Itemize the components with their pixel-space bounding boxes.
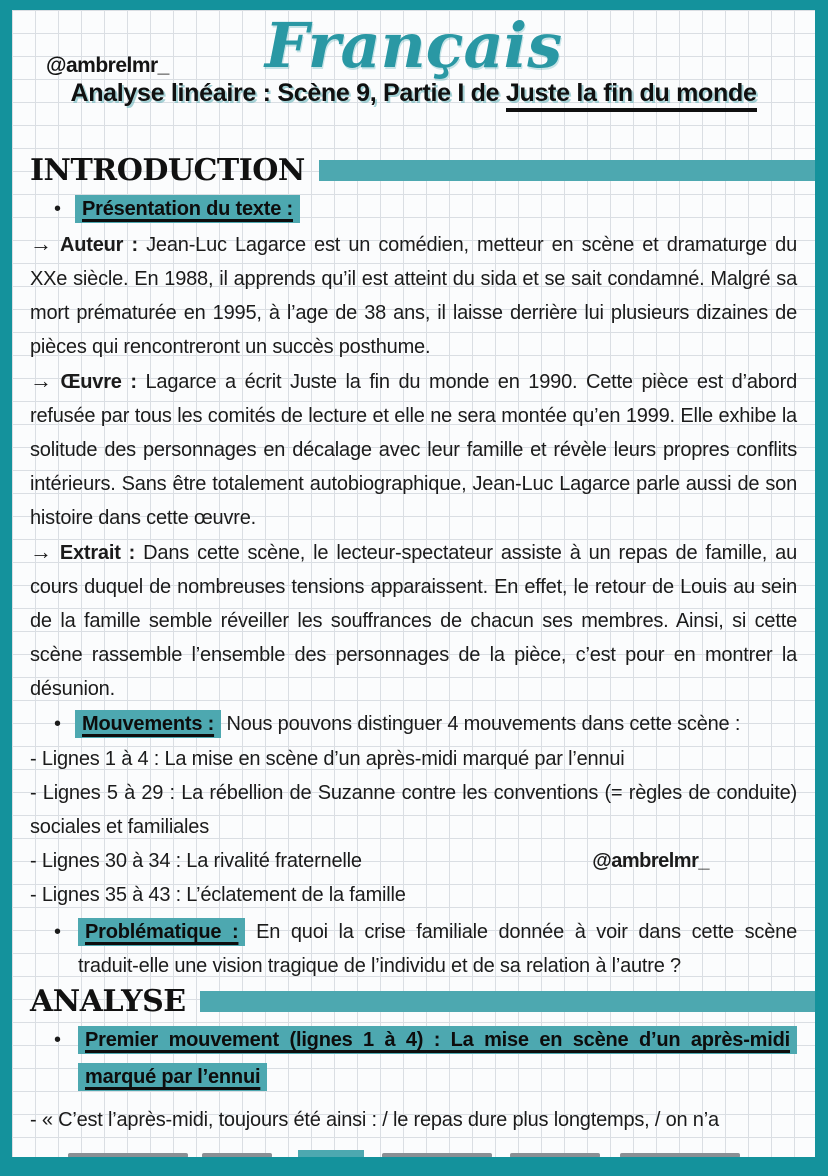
page-subtitle: [30, 79, 797, 108]
quote-line: - « C’est l’après-midi, toujours été ainsi : / le repas dure plus longtemps, / on n’a: [30, 1109, 719, 1131]
bullet-icon: •: [54, 198, 61, 220]
notebook-paper: [12, 10, 815, 1157]
problematique-label: Problématique :: [78, 918, 245, 946]
problematique-text: En quoi la crise familiale donnée à voir dans cette scène traduit-elle une vision tragique de l’individu et de sa relation à l’autre ?: [78, 921, 798, 977]
mouvement-item: - Lignes 1 à 4 : La mise en scène d’un après-midi marqué par l’ennui: [30, 748, 625, 770]
section-bar: [319, 160, 815, 181]
clipped-text-mark: [68, 1153, 188, 1157]
section-introduction: [30, 154, 797, 187]
mouvement-item-text: - Lignes 30 à 34 : La rivalité fraternelle: [30, 850, 362, 872]
mouvements-label: Mouvements :: [75, 710, 221, 738]
subtitle-book-title: Juste la fin du monde: [506, 79, 757, 112]
first-movement-title: Premier mouvement (lignes 1 à 4) : La mise en scène d’un après-midi marqué par l’ennui: [78, 1026, 797, 1091]
bullet-icon: •: [54, 1029, 61, 1051]
clipped-text-mark: [382, 1153, 492, 1157]
section-heading-analyse: ANALYSE: [30, 984, 186, 1019]
paragraph-text: Dans cette scène, le lecteur-spectateur assiste à un repas de famille, au cours duquel de nombreuses tensions apparaissent. En effet, le retour de Louis au sein de la famille semble réveiller les souffrances de chacun ses membres. Ainsi, si cette scène rassemble l’ensemble des personnages de la pièce, c’est pour en montrer la désunion.: [30, 542, 797, 700]
arrow-icon: →: [30, 539, 52, 564]
paragraph-text: Jean-Luc Lagarce est un comédien, metteur en scène et dramaturge du XXe siècle. En 1988, il apprends qu’il est atteint du sida et se sait condamné. Malgré sa mort prématurée en 1995, à l’age de 38 ans, il laisse derrière lui plusieurs dizaines de pièces qui rencontreront un succès posthume.: [30, 234, 798, 358]
clipped-text-mark: [510, 1153, 600, 1157]
paragraph-text: Lagarce a écrit Juste la fin du monde en 1990. Cette pièce est d’abord refusée par tous les comités de lecture et elle ne sera montée qu’en 1999. Elle exhibe la solitude des personnages en décalage avec leur famille et révèle leurs propres conflits intérieurs. Sans être totalement autobiographique, Jean-Luc Lagarce parle aussi de son histoire dans cette œuvre.: [30, 371, 797, 529]
author-handle-watermark: @ambrelmr_: [592, 850, 709, 872]
mouvements-intro-text: Nous pouvons distinguer 4 mouvements dans cette scène :: [226, 713, 741, 735]
mouvement-item: [30, 844, 797, 878]
header: [30, 10, 797, 152]
paragraph-label: Auteur :: [60, 234, 138, 256]
section-heading-introduction: INTRODUCTION: [30, 153, 305, 188]
clipped-highlight-mark: [298, 1150, 364, 1157]
subtitle-text: Analyse linéaire : Scène 9, Partie I de: [70, 79, 506, 108]
arrow-icon: →: [30, 231, 52, 256]
page-title: Français: [264, 10, 563, 82]
mouvement-item: - Lignes 35 à 43 : L’éclatement de la famille: [30, 884, 406, 906]
first-movement-block: [30, 1022, 797, 1096]
paragraph-extrait: [30, 535, 797, 706]
bullet-icon: •: [54, 921, 61, 943]
clipped-line-fragment: [30, 1143, 797, 1157]
clipped-text-mark: [620, 1153, 740, 1157]
problematique-block: [30, 915, 797, 983]
bullet-icon: •: [54, 713, 61, 735]
section-bar: [200, 991, 815, 1012]
arrow-icon: →: [30, 368, 52, 393]
mouvement-item: - Lignes 5 à 29 : La rébellion de Suzanne contre les conventions (= règles de conduite) sociales et familiales: [30, 782, 797, 838]
paragraph-auteur: [30, 227, 797, 364]
paragraph-label: Œuvre :: [60, 371, 137, 393]
presentation-label: Présentation du texte :: [75, 195, 300, 223]
author-handle: @ambrelmr_: [46, 54, 169, 77]
clipped-text-mark: [202, 1153, 272, 1157]
paragraph-oeuvre: [30, 364, 797, 535]
paragraph-label: Extrait :: [59, 542, 136, 564]
bullet-presentation: [30, 191, 797, 227]
bullet-mouvements: [30, 706, 797, 742]
section-analyse: [30, 985, 797, 1018]
